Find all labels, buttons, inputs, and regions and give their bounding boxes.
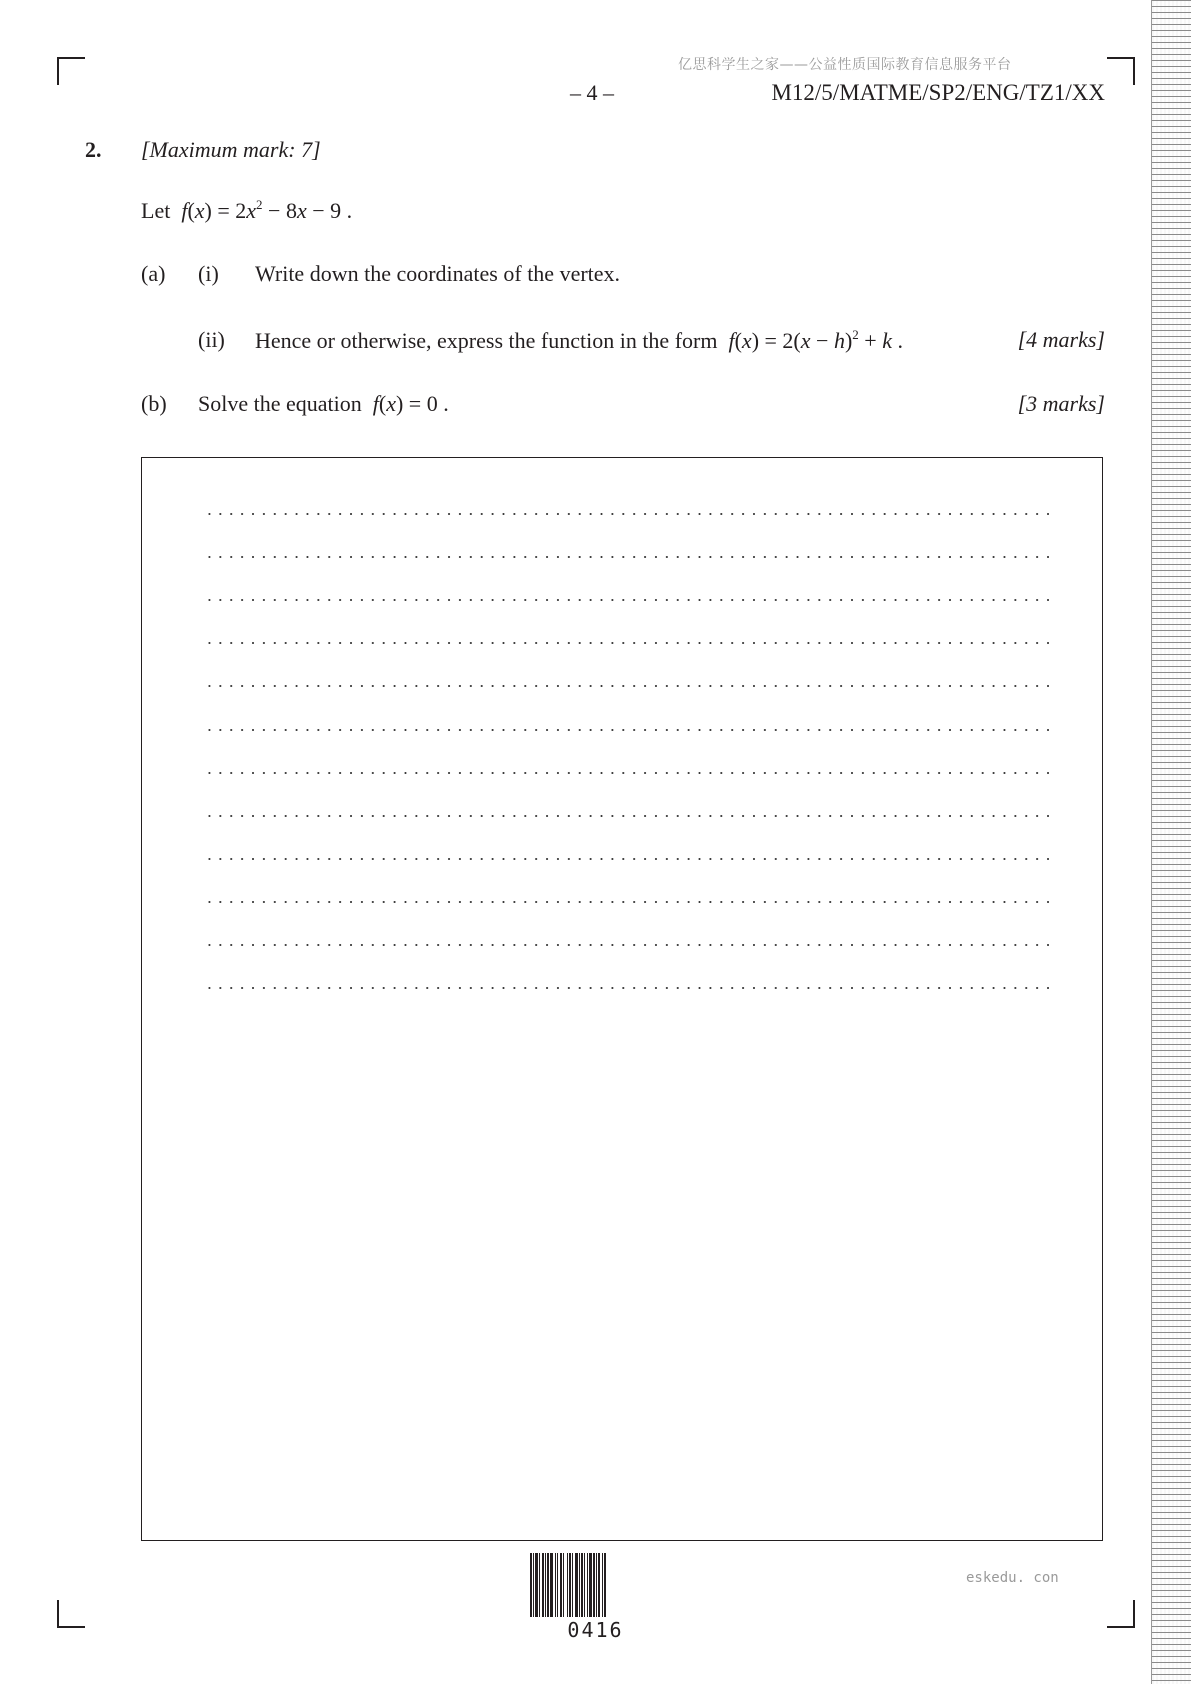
crop-mark-bottom-left xyxy=(57,1600,85,1628)
question-intro xyxy=(141,197,352,224)
barcode-bar xyxy=(555,1553,556,1617)
answer-dotted-line xyxy=(204,642,1049,644)
answer-dotted-line xyxy=(204,556,1049,558)
intro-prefix: Let xyxy=(141,198,171,223)
barcode-bar xyxy=(560,1553,562,1617)
barcode-bar xyxy=(542,1553,544,1617)
answer-dotted-line xyxy=(204,901,1049,903)
barcode-bar xyxy=(579,1553,580,1617)
barcode-number: 0416 xyxy=(567,1618,624,1642)
barcode-bar xyxy=(535,1553,538,1617)
answer-dotted-line xyxy=(204,858,1049,860)
barcode-bar xyxy=(539,1553,540,1617)
header-watermark: 亿思科学生之家——公益性质国际教育信息服务平台 xyxy=(678,57,1012,73)
barcode-bar xyxy=(604,1553,606,1617)
barcode-bar xyxy=(589,1553,592,1617)
crop-mark-top-right xyxy=(1107,57,1135,85)
crop-mark-bottom-right xyxy=(1107,1600,1135,1628)
barcode-bar xyxy=(569,1553,571,1617)
barcode-bar xyxy=(581,1553,583,1617)
answer-dotted-line xyxy=(204,513,1049,515)
barcode-bar xyxy=(602,1553,603,1617)
answer-dotted-line xyxy=(204,729,1049,731)
part-a-i-label: (i) xyxy=(198,261,219,286)
answer-dotted-line xyxy=(204,772,1049,774)
part-a-ii-text: Hence or otherwise, express the function in the form xyxy=(255,328,718,353)
barcode-bar xyxy=(530,1553,532,1617)
barcode-bar xyxy=(563,1553,564,1617)
barcode-bar xyxy=(584,1553,585,1617)
barcode-bar xyxy=(593,1553,595,1617)
part-a-label: (a) xyxy=(141,261,166,286)
part-b-text: Solve the equation xyxy=(198,391,362,416)
question-max-mark: [Maximum mark: 7] xyxy=(141,137,321,162)
part-b xyxy=(198,391,449,417)
page-number: – 4 – xyxy=(570,80,614,105)
barcode-bar xyxy=(567,1553,568,1617)
part-b-label: (b) xyxy=(141,391,167,416)
barcode-bar xyxy=(575,1553,578,1617)
barcode-bar xyxy=(596,1553,597,1617)
paper-code: M12/5/MATME/SP2/ENG/TZ1/XX xyxy=(771,80,1105,105)
answer-dotted-line xyxy=(204,685,1049,687)
answer-dotted-line xyxy=(204,599,1049,601)
barcode-bar xyxy=(550,1553,553,1617)
side-edge-pattern xyxy=(1151,0,1191,1684)
barcode-bar xyxy=(547,1553,549,1617)
answer-dotted-line xyxy=(204,815,1049,817)
part-b-marks: [3 marks] xyxy=(1017,391,1105,416)
vertex-form-expression: $f(x) = 2(x - h)^2 + k$ . xyxy=(728,327,903,353)
barcode-bar xyxy=(545,1553,546,1617)
answer-dotted-line xyxy=(204,944,1049,946)
barcode-bar xyxy=(598,1553,600,1617)
crop-mark-top-left xyxy=(57,57,85,85)
function-definition: $f(x) = 2x^2 - 8x - 9$ . xyxy=(181,197,353,223)
part-a-i-text: Write down the coordinates of the vertex. xyxy=(255,261,621,286)
part-a-ii xyxy=(255,327,903,354)
barcode-bar xyxy=(533,1553,534,1617)
part-a-ii-label: (ii) xyxy=(198,327,225,352)
equation-expression: f(x) = 0 . xyxy=(372,391,449,416)
part-a-marks: [4 marks] xyxy=(1017,327,1105,352)
answer-box[interactable] xyxy=(141,457,1103,1541)
footer-watermark: eskedu. con xyxy=(966,1570,1059,1586)
barcode-bar xyxy=(557,1553,558,1617)
barcode xyxy=(530,1553,661,1617)
barcode-bar xyxy=(587,1553,588,1617)
question-number: 2. xyxy=(85,137,102,162)
answer-dotted-line xyxy=(204,987,1049,989)
barcode-bar xyxy=(572,1553,573,1617)
